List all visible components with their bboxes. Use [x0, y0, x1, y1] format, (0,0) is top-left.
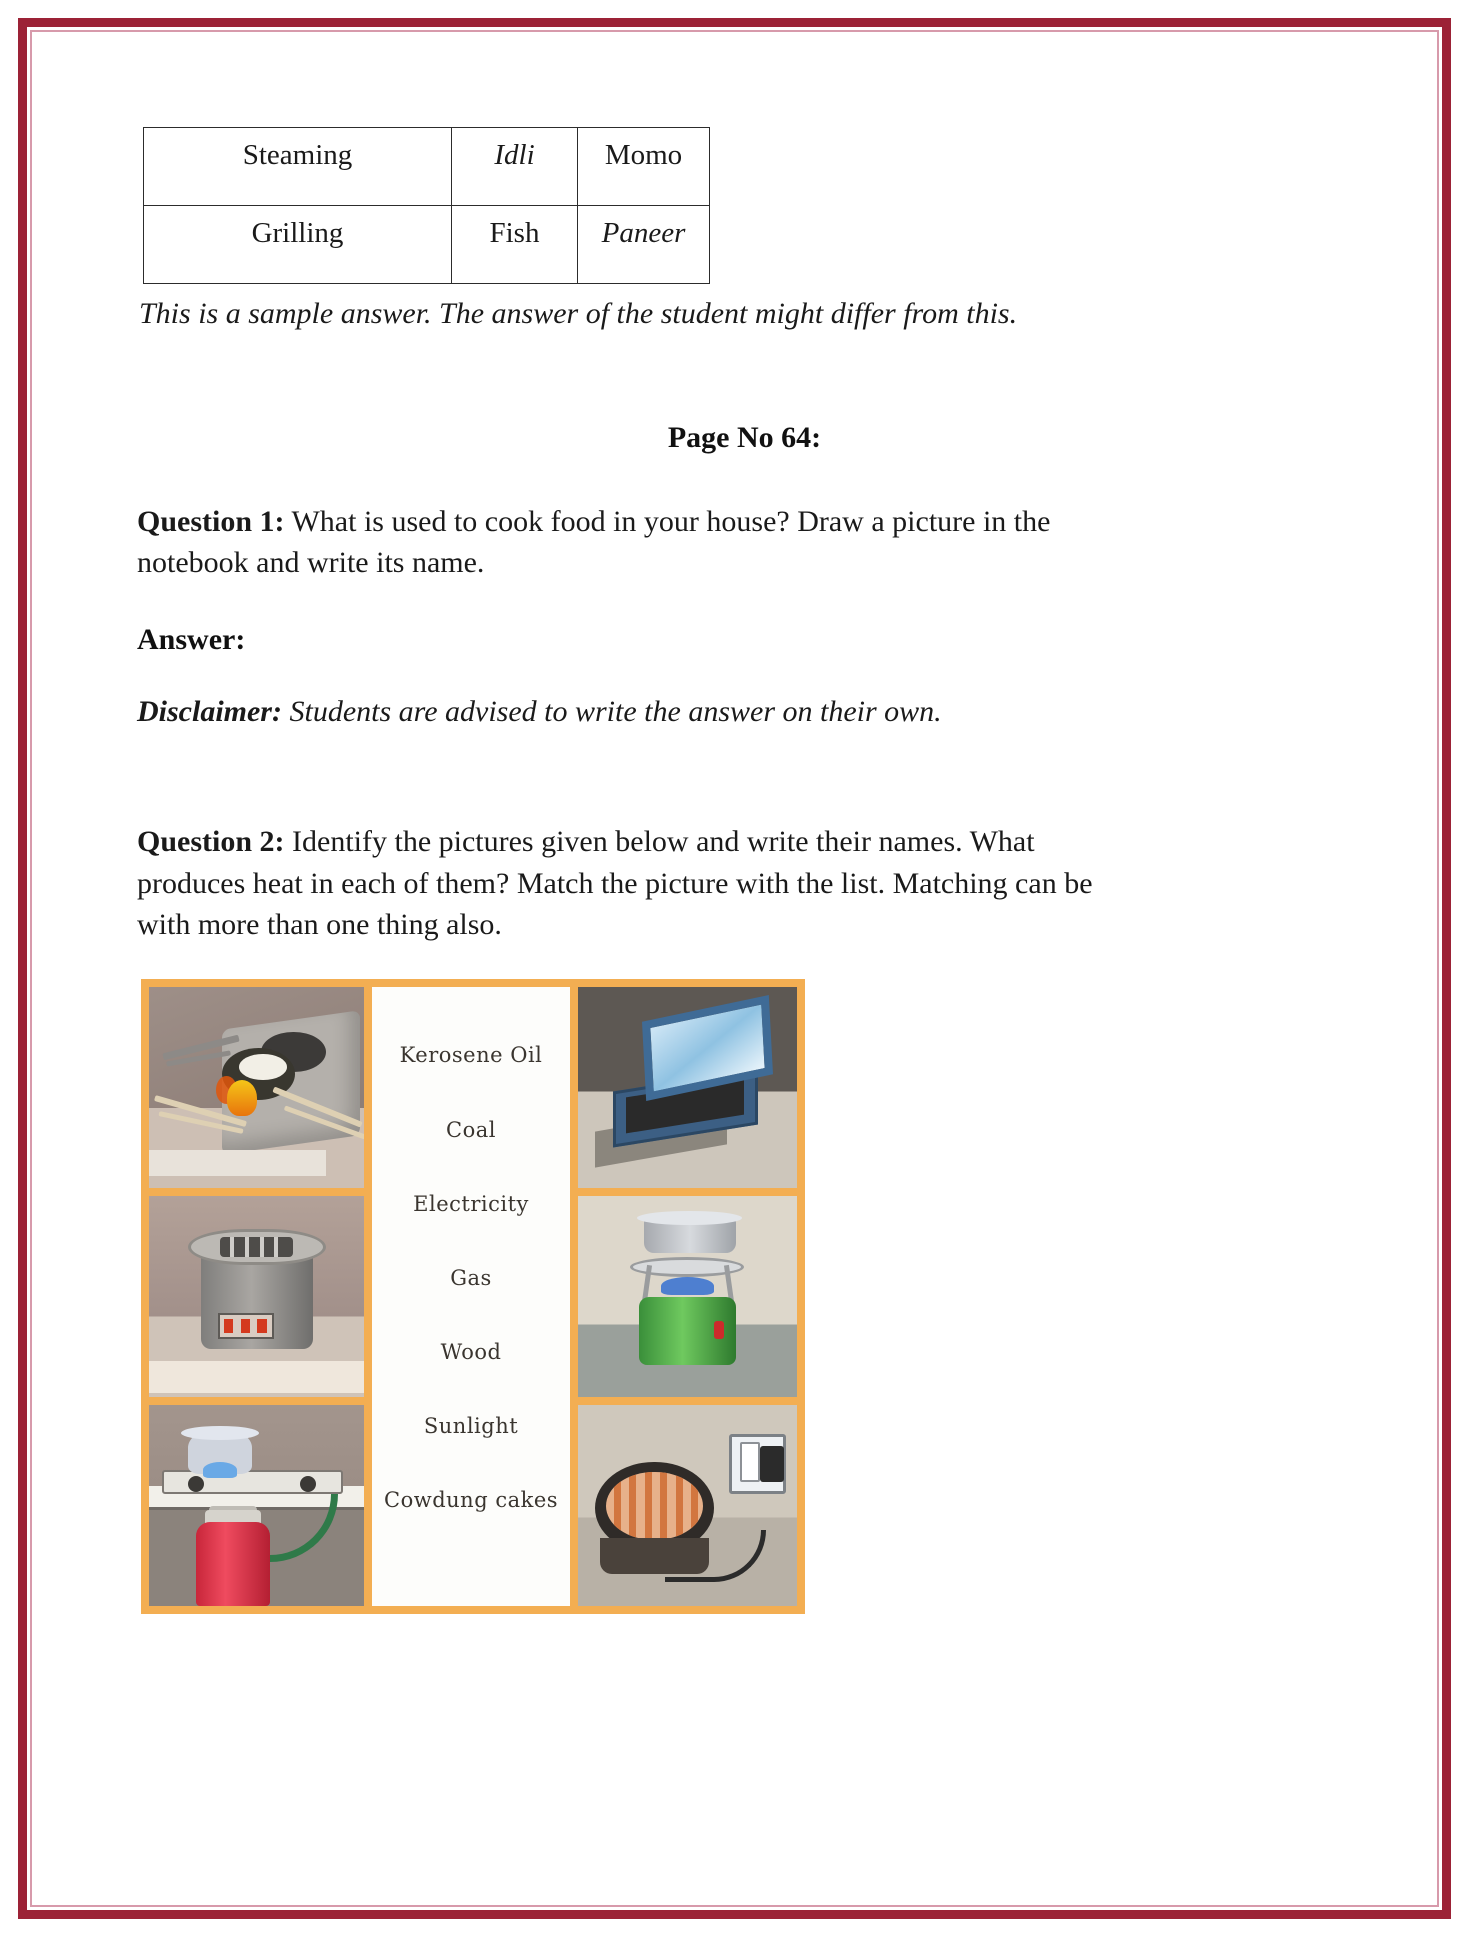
table-cell-method: Grilling	[144, 206, 452, 284]
table-cell-item-b: Momo	[578, 128, 710, 206]
page-border	[18, 18, 1451, 1919]
question-1-label: Question 1:	[137, 504, 285, 538]
question-1-text: What is used to cook food in your house? Draw a picture in the notebook and write its name.	[137, 504, 1051, 579]
answer-1-label: Answer:	[137, 623, 246, 657]
question-2-block	[137, 821, 1137, 945]
figure-left-column	[149, 987, 364, 1606]
table-row	[144, 206, 710, 284]
figure-right-column	[578, 987, 797, 1606]
fuel-list-item: Coal	[446, 1117, 496, 1142]
table-cell-method: Steaming	[144, 128, 452, 206]
table-cell-item-a: Fish	[452, 206, 578, 284]
question-2-text: Identify the pictures given below and write their names. What produces heat in each of them? Match the picture with the list. Matching can be with more than one thing also.	[137, 825, 1093, 942]
figure-panel-electric-heater	[578, 1405, 797, 1606]
fuel-list-item: Cowdung cakes	[384, 1488, 559, 1513]
fuel-list-item: Wood	[440, 1340, 502, 1365]
fuel-list-item: Gas	[450, 1265, 492, 1290]
sample-answer-note: This is a sample answer. The answer of the student might differ from this.	[139, 297, 1018, 330]
fuel-list-item: Kerosene Oil	[399, 1043, 543, 1068]
figure-panel-stove-stand-with-pot	[578, 1196, 797, 1397]
figure-fuel-list	[372, 987, 570, 1606]
fuel-list-item: Electricity	[413, 1191, 529, 1216]
question-1-block	[137, 501, 1137, 584]
fuel-list-item: Sunlight	[423, 1414, 519, 1439]
figure-panel-solar-cooker	[578, 987, 797, 1188]
cooking-methods-table	[143, 127, 710, 284]
table-cell-item-b: Paneer	[578, 206, 710, 284]
figure-panel-lpg-gas-stove	[149, 1405, 364, 1606]
question-2-label: Question 2:	[137, 825, 285, 859]
figure-panel-wood-chulha	[149, 987, 364, 1188]
matching-figure	[141, 979, 805, 1614]
figure-panel-kerosene-stove	[149, 1196, 364, 1397]
disclaimer-label: Disclaimer:	[137, 695, 282, 729]
page-content	[27, 27, 1442, 1910]
page-number-heading: Page No 64:	[667, 420, 822, 454]
table-cell-item-a: Idli	[452, 128, 578, 206]
table-row	[144, 128, 710, 206]
disclaimer-block	[137, 695, 1370, 729]
disclaimer-text: Students are advised to write the answer on their own.	[281, 695, 942, 729]
